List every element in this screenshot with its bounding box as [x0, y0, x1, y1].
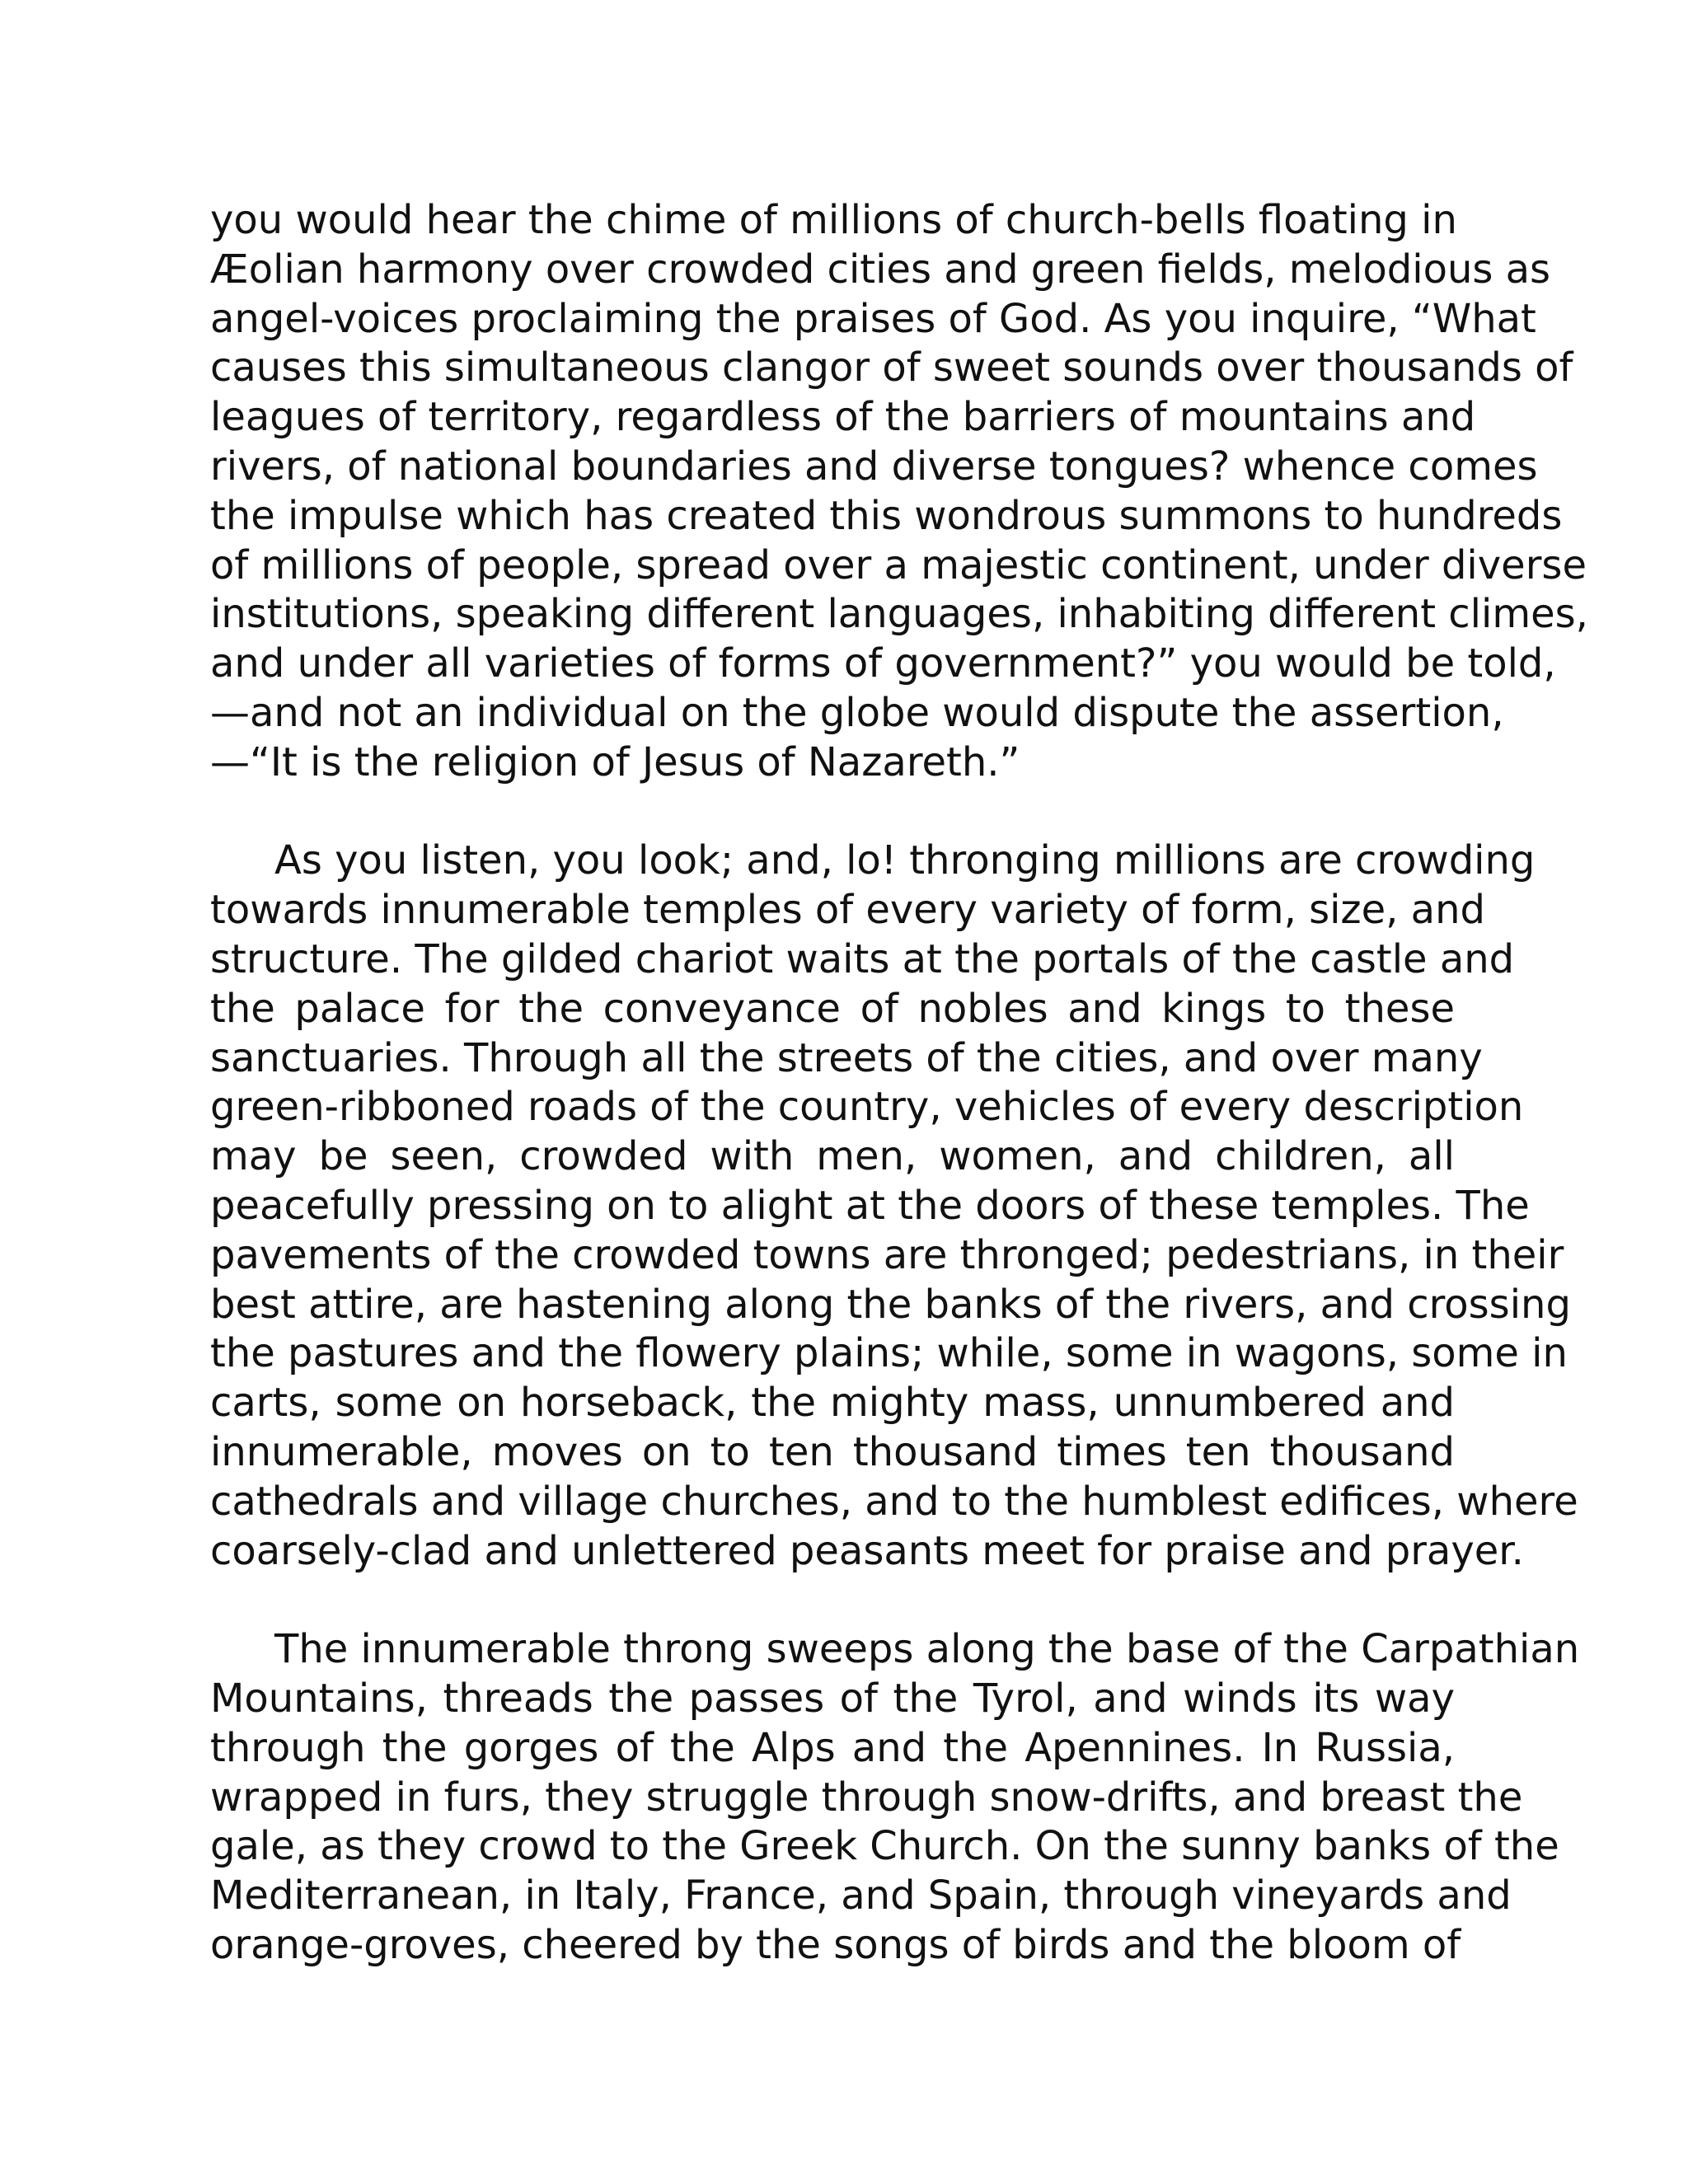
text-line: coarsely-clad and unlettered peasants meet for praise and prayer. [210, 1527, 1524, 1574]
text-line: structure. The gilded chariot waits at the portals of the castle and [210, 935, 1515, 982]
text-line: may be seen, crowded with men, women, and children, all [210, 1133, 1455, 1180]
text-line: leagues of territory, regardless of the barriers of mountains and [210, 394, 1476, 441]
text-line: innumerable, moves on to ten thousand times ten thousand [210, 1428, 1455, 1475]
text-line: orange-groves, cheered by the songs of birds and the bloom of [210, 1921, 1461, 1968]
text-line: green-ribboned roads of the country, vehicles of every description [210, 1084, 1524, 1131]
text-line: The innumerable throng sweeps along the base of the Carpathian [274, 1626, 1580, 1673]
text-line: Mediterranean, in Italy, France, and Spain, through vineyards and [210, 1872, 1512, 1919]
text-line: the palace for the conveyance of nobles and kings to these [210, 985, 1455, 1032]
text-line: pavements of the crowded towns are thronged; pedestrians, in their [210, 1231, 1564, 1278]
text-line: the impulse which has created this wondrous summons to hundreds [210, 492, 1563, 539]
paragraph-gap [210, 788, 1455, 837]
text-line: institutions, speaking different languages, inhabiting different climes, [210, 591, 1588, 638]
text-line: angel-voices proclaiming the praises of God. As you inquire, “What [210, 295, 1536, 342]
text-line: Æolian harmony over crowded cities and green fields, melodious as [210, 246, 1551, 293]
text-line: —“It is the religion of Jesus of Nazareth.” [210, 738, 1020, 785]
text-line: rivers, of national boundaries and diverse tongues? whence comes [210, 443, 1538, 490]
text-line: wrapped in furs, they struggle through snow-drifts, and breast the [210, 1774, 1523, 1821]
text-line: —and not an individual on the globe would dispute the assertion, [210, 689, 1504, 736]
text-line: you would hear the chime of millions of church-bells floating in [210, 197, 1457, 243]
page-text [210, 196, 1588, 1971]
paragraph-2 [210, 837, 1578, 1576]
text-line: peacefully pressing on to alight at the doors of these temples. The [210, 1182, 1530, 1229]
text-line: the pastures and the flowery plains; while, some in wagons, some in [210, 1330, 1568, 1377]
text-line: through the gorges of the Alps and the Apennines. In Russia, [210, 1724, 1455, 1771]
text-line: Mountains, threads the passes of the Tyrol, and winds its way [210, 1675, 1455, 1722]
text-line: towards innumerable temples of every variety of form, size, and [210, 887, 1485, 934]
text-line: of millions of people, spread over a majestic continent, under diverse [210, 541, 1587, 588]
paragraph-gap [210, 1576, 1455, 1625]
text-line: cathedrals and village churches, and to the humblest edifices, where [210, 1478, 1578, 1525]
paragraph-3 [210, 1625, 1580, 1971]
text-line: causes this simultaneous clangor of sweet sounds over thousands of [210, 344, 1573, 391]
text-line: carts, some on horseback, the mighty mass, unnumbered and [210, 1380, 1455, 1427]
text-line: gale, as they crowd to the Greek Church. On the sunny banks of the [210, 1823, 1559, 1870]
text-line: sanctuaries. Through all the streets of the cities, and over many [210, 1034, 1483, 1081]
text-line: As you listen, you look; and, lo! thronging millions are crowding [274, 837, 1536, 884]
text-line: best attire, are hastening along the banks of the rivers, and crossing [210, 1281, 1571, 1328]
text-line: and under all varieties of forms of government?” you would be told, [210, 640, 1556, 687]
paragraph-1 [210, 196, 1588, 788]
